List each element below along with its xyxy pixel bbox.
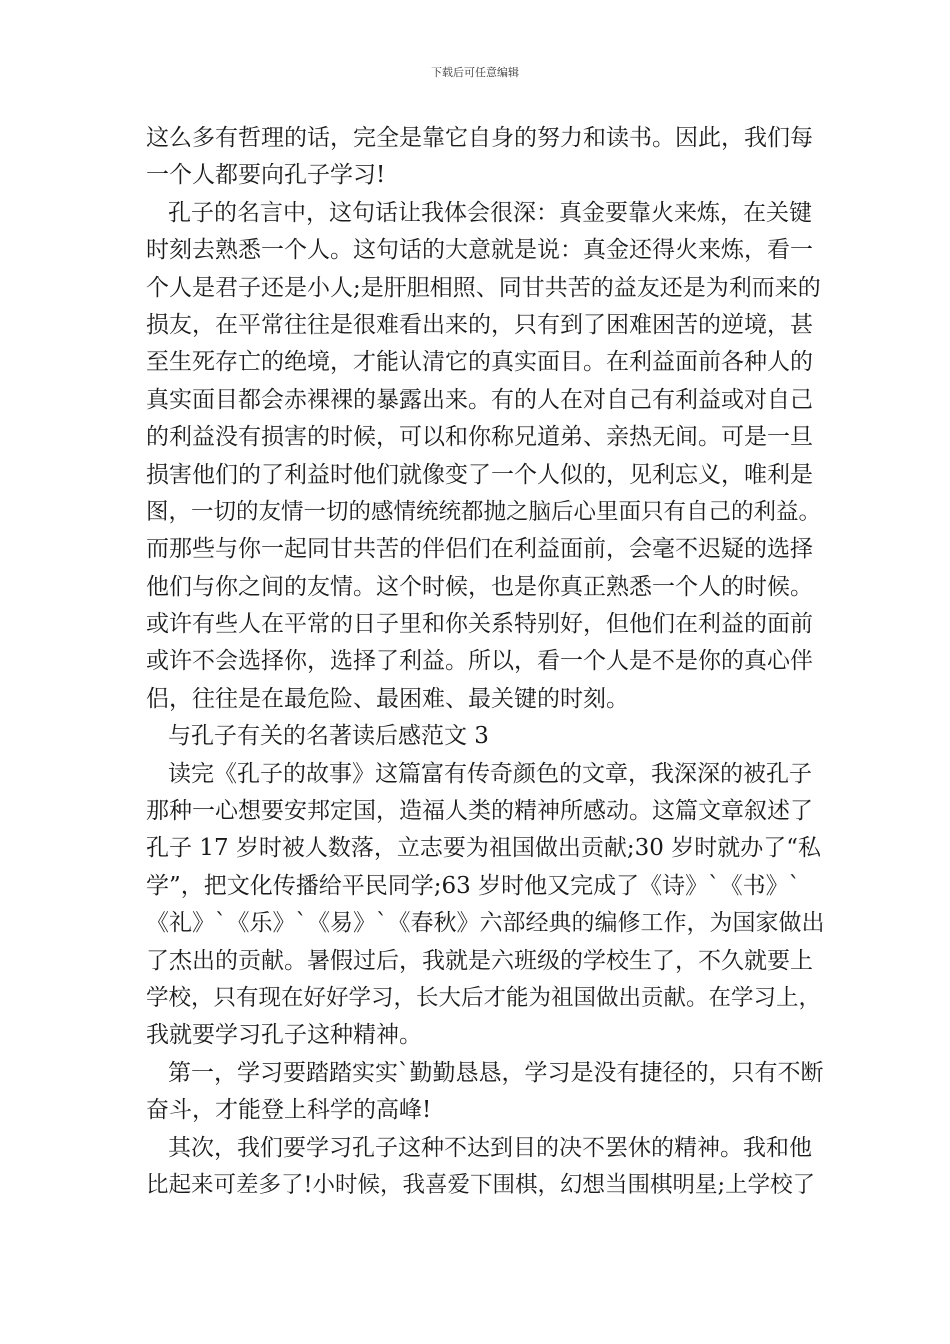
text-line: 或许不会选择你，选择了利益。所以，看一个人是不是你的真心伴 <box>146 648 813 675</box>
text-line: 图，一切的友情一切的感情统统都抛之脑后心里面只有自己的利益。 <box>146 498 822 525</box>
text-line: 至生死存亡的绝境，才能认清它的真实面目。在利益面前各种人的 <box>146 349 813 376</box>
text-line: 奋斗，才能登上科学的高峰! <box>146 1097 432 1124</box>
text-line: 第一，学习要踏踏实实`勤勤恳恳，学习是没有捷径的，只有不断 <box>168 1059 824 1086</box>
text-line: 或许有些人在平常的日子里和你关系特别好，但他们在利益的面前 <box>146 611 813 638</box>
body-text <box>146 120 826 1204</box>
text-line: 《礼》`《乐》`《易》`《春秋》六部经典的编修工作，为国家做出 <box>146 910 825 937</box>
text-line: 而那些与你一起同甘共苦的伴侣们在利益面前，会毫不迟疑的选择 <box>146 536 813 563</box>
text-line: 读完《孔子的故事》这篇富有传奇颜色的文章，我深深的被孔子 <box>168 760 812 787</box>
text-line: 时刻去熟悉一个人。这句话的大意就是说：真金还得火来炼，看一 <box>146 237 813 264</box>
text-line: 损害他们的了利益时他们就像变了一个人似的，见利忘义，唯利是 <box>146 461 813 488</box>
text-line: 一个人都要向孔子学习! <box>146 162 386 189</box>
text-line: 侣，往往是在最危险、最困难、最关键的时刻。 <box>146 685 629 712</box>
text-line: 与孔子有关的名著读后感范文 3 <box>168 723 489 750</box>
text-line: 孔子 17 岁时被人数落，立志要为祖国做出贡献;30 岁时就办了“私 <box>146 835 821 862</box>
text-line: 比起来可差多了!小时候，我喜爱下围棋，幻想当围棋明星;上学校了 <box>146 1171 816 1198</box>
text-line: 学”，把文化传播给平民同学;63 岁时他又完成了《诗》`《书》` <box>146 872 801 899</box>
text-line: 的利益没有损害的时候，可以和你称兄道弟、亲热无间。可是一旦 <box>146 424 813 451</box>
text-line: 那种一心想要安邦定国，造福人类的精神所感动。这篇文章叙述了 <box>146 798 813 825</box>
text-line: 这么多有哲理的话，完全是靠它自身的努力和读书。因此，我们每 <box>146 125 813 151</box>
page-header: 下载后可任意编辑 <box>431 66 519 79</box>
text-line: 我就要学习孔子这种精神。 <box>146 1022 422 1049</box>
text-line: 孔子的名言中，这句话让我体会很深：真金要靠火来炼，在关键 <box>168 199 812 226</box>
text-line: 其次，我们要学习孔子这种不达到目的决不罢休的精神。我和他 <box>168 1134 812 1161</box>
text-line: 损友，在平常往往是很难看出来的，只有到了困难困苦的逆境，甚 <box>146 311 813 338</box>
text-line: 他们与你之间的友情。这个时候，也是你真正熟悉一个人的时候。 <box>146 573 813 600</box>
text-line: 了杰出的贡献。暑假过后，我就是六班级的学校生了，不久就要上 <box>146 947 813 974</box>
text-line: 个人是君子还是小人;是肝胆相照、同甘共苦的益友还是为利而来的 <box>146 274 821 301</box>
text-line: 学校，只有现在好好学习，长大后才能为祖国做出贡献。在学习上， <box>146 984 822 1011</box>
text-line: 真实面目都会赤裸裸的暴露出来。有的人在对自己有利益或对自己 <box>146 386 813 413</box>
